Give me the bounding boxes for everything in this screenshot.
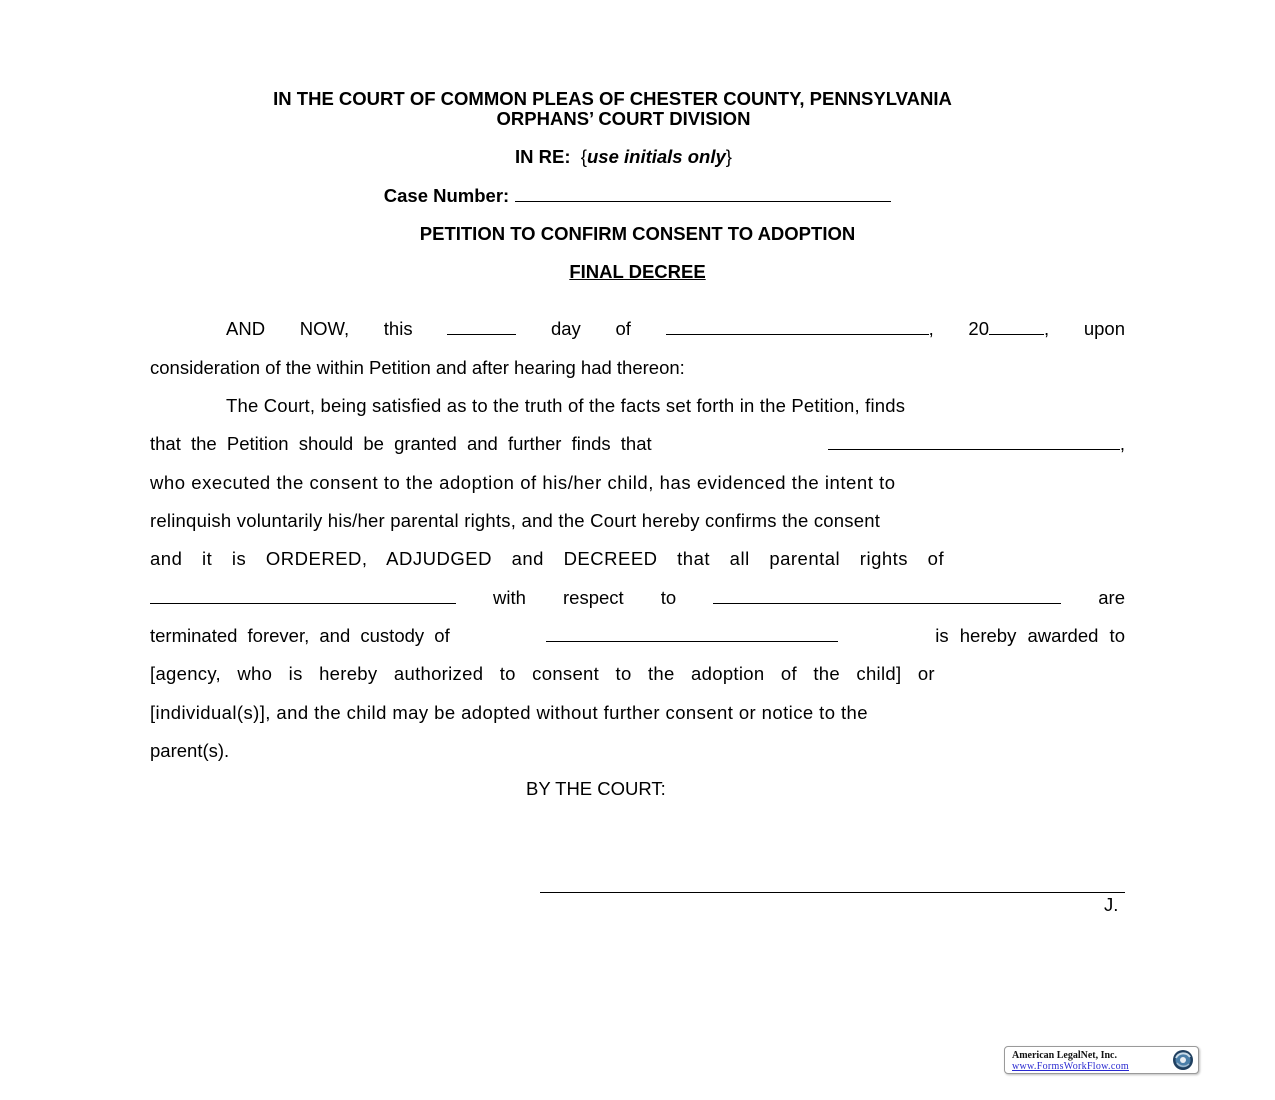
body-line-2 bbox=[150, 357, 1125, 379]
parent-name-blank[interactable] bbox=[828, 433, 1120, 450]
parent-rights-blank[interactable] bbox=[150, 587, 456, 604]
line-text: terminated forever, and custody of bbox=[150, 625, 450, 646]
line-text: parent(s). bbox=[150, 740, 230, 761]
finding-field bbox=[828, 433, 1125, 455]
comma: , bbox=[1044, 318, 1050, 339]
in-re-open-brace: { bbox=[580, 146, 587, 167]
body-line-9 bbox=[150, 625, 1125, 647]
judge-suffix: J. bbox=[1104, 894, 1119, 915]
body-line-3 bbox=[150, 395, 1125, 417]
line-text: is hereby awarded to bbox=[935, 625, 1125, 646]
line-text: consideration of the within Petition and after hearing had thereon: bbox=[150, 357, 685, 378]
body-line-10 bbox=[150, 663, 1125, 685]
publisher-name: American LegalNet, Inc. bbox=[1012, 1050, 1117, 1061]
body-line-6 bbox=[150, 510, 1125, 532]
word: day bbox=[550, 318, 581, 339]
in-re-close-brace: } bbox=[725, 146, 732, 167]
comma: , bbox=[1119, 433, 1125, 454]
in-re-caption bbox=[0, 146, 1261, 168]
globe-icon bbox=[1172, 1049, 1194, 1071]
month-field bbox=[666, 318, 934, 340]
body-line-8 bbox=[150, 587, 1125, 609]
word: upon bbox=[1083, 318, 1125, 339]
case-number-row bbox=[0, 184, 1275, 207]
body-line-7 bbox=[150, 548, 1125, 570]
court-division: ORPHANS’ COURT DIVISION bbox=[496, 108, 751, 129]
decree-title-text: FINAL DECREE bbox=[569, 261, 706, 282]
body-line-11 bbox=[150, 702, 1125, 724]
child-name-blank[interactable] bbox=[713, 587, 1061, 604]
publisher-url-link[interactable]: www.FormsWorkFlow.com bbox=[1012, 1061, 1129, 1072]
case-number-label: Case Number: bbox=[383, 185, 510, 206]
word: respect bbox=[563, 587, 624, 608]
comma: , bbox=[928, 318, 934, 339]
petition-title: PETITION TO CONFIRM CONSENT TO ADOPTION bbox=[419, 223, 856, 244]
year-field bbox=[968, 318, 1049, 340]
custody-child-blank[interactable] bbox=[546, 625, 838, 642]
year-blank[interactable] bbox=[989, 318, 1044, 335]
line-text: The Court, being satisfied as to the truth of the facts set forth in the Petition, finds bbox=[226, 395, 906, 416]
by-the-court-label: BY THE COURT: bbox=[526, 778, 666, 799]
publisher-logo[interactable] bbox=[1004, 1046, 1199, 1074]
word: NOW, bbox=[299, 318, 350, 339]
body-line-1 bbox=[150, 318, 1125, 340]
body-line-4 bbox=[150, 433, 1125, 455]
word: are bbox=[1098, 587, 1125, 608]
line-text: and it is ORDERED, ADJUDGED and DECREED that all parental rights of bbox=[150, 548, 945, 569]
line-text: that the Petition should be granted and further finds that bbox=[150, 433, 652, 454]
word: to bbox=[660, 587, 677, 608]
body-line-12 bbox=[150, 740, 1125, 762]
court-title: IN THE COURT OF COMMON PLEAS OF CHESTER COUNTY, PENNSYLVANIA bbox=[273, 88, 952, 109]
word: this bbox=[383, 318, 413, 339]
word: of bbox=[615, 318, 631, 339]
in-re-label: IN RE: bbox=[515, 146, 571, 167]
judge-signature-line[interactable] bbox=[540, 892, 1125, 893]
body-line-5 bbox=[150, 472, 1125, 494]
month-blank[interactable] bbox=[666, 318, 929, 335]
year-prefix: 20 bbox=[968, 318, 989, 339]
line-text: [agency, who is hereby authorized to consent to the adoption of the child] or bbox=[150, 663, 935, 684]
decree-title bbox=[0, 261, 1275, 283]
case-number-blank[interactable] bbox=[515, 184, 891, 202]
line-text: relinquish voluntarily his/her parental rights, and the Court hereby confirms the consent bbox=[150, 510, 881, 531]
word: with bbox=[493, 587, 526, 608]
line-text: who executed the consent to the adoption of his/her child, has evidenced the intent to bbox=[150, 472, 896, 493]
word: AND bbox=[226, 318, 266, 339]
in-re-placeholder: use initials only bbox=[586, 146, 726, 167]
day-blank[interactable] bbox=[447, 318, 516, 335]
line-text: [individual(s)], and the child may be adopted without further consent or notice to the bbox=[150, 702, 868, 723]
